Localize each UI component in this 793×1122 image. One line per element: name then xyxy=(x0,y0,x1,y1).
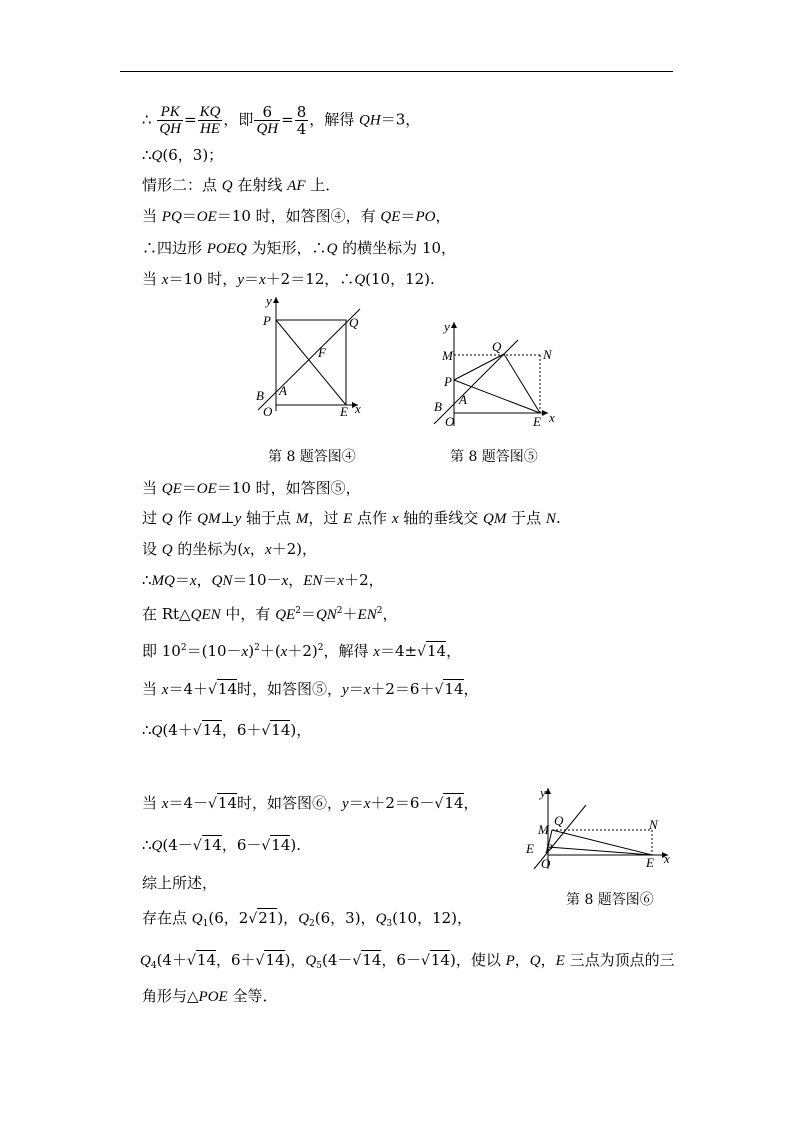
fig4-label-q: Q xyxy=(349,315,359,330)
fig5-label-n: N xyxy=(543,347,552,362)
line-3: 情形二：点 Q 在射线 AF 上． xyxy=(142,176,341,194)
fig4-label-e: E xyxy=(340,404,348,419)
fig5-label-x: x xyxy=(549,410,555,425)
fig4-caption: 第 8 题答图④ xyxy=(268,449,356,465)
fig5-label-m: M xyxy=(442,348,453,363)
fig6-caption: 第 8 题答图⑥ xyxy=(566,892,654,908)
fig5-label-a: A xyxy=(459,392,467,407)
fig5-label-p: P xyxy=(444,374,452,389)
fig5-label-y: y xyxy=(444,319,450,334)
fig6-label-e-left: E xyxy=(526,841,534,856)
fig5-label-e: E xyxy=(533,414,541,429)
line-9: 设 Q 的坐标为(x，x＋2)， xyxy=(142,540,318,558)
figure-6 xyxy=(522,785,677,880)
line-6: 当 x＝10 时，y＝x＋2＝12，∴Q(10，12). xyxy=(142,270,435,288)
fig4-label-b: B xyxy=(256,388,264,403)
fraction-6-qh: $\frac{6}{QH}$ xyxy=(256,103,279,137)
fig6-label-p: P xyxy=(545,841,553,856)
fig6-label-q: Q xyxy=(554,813,564,828)
fraction-8-4: $\frac{8}{4}$ xyxy=(296,103,307,138)
fig4-label-y: y xyxy=(266,293,272,308)
fig5-label-q: Q xyxy=(492,339,502,354)
line-1: ∴ $\frac{PK}{QH}$ = $\frac{KQ}{HE}$ ，即 $\frac{6}{QH}$ = $\frac{8}{4}$ ，解得 QH＝3， xyxy=(142,103,421,138)
line-16: ∴Q(4－√14，6－√14). xyxy=(142,836,301,854)
line-4: 当 PQ＝OE＝10 时，如答图④，有 QE＝PO， xyxy=(142,207,451,225)
header-rule xyxy=(120,71,673,72)
fig4-label-x: x xyxy=(355,401,361,416)
fig6-label-x: x xyxy=(664,851,670,866)
line-19: $Q_4(4+√14$，6＋√14)，$Q_5(4-√14$，6－√14)，使以 P，Q，E 三点为顶点的三 xyxy=(140,951,675,971)
line-11: 在 Rt△QEN 中，有 $QE^2=QN^2+EN^2$， xyxy=(142,605,398,623)
fig6-label-n: N xyxy=(649,817,658,832)
line-12: 即 $10^2=(10-x)^2+(x+2)^2$，解得 x＝4±√14， xyxy=(142,642,462,660)
fig6-label-m: M xyxy=(538,822,549,837)
line-14: ∴Q(4＋√14，6＋√14)， xyxy=(142,721,312,739)
fig4-label-a: A xyxy=(279,383,287,398)
line-17: 综上所述， xyxy=(142,874,218,892)
line-15: 当 x＝4－√14时，如答图⑥，y＝x＋2＝6－√14， xyxy=(142,794,479,812)
fig5-label-b: B xyxy=(434,399,442,414)
line-10: ∴MQ＝x，QN＝10－x，EN＝x＋2， xyxy=(142,571,384,589)
line-20: 角形与△POE 全等． xyxy=(142,987,278,1005)
fig6-label-o: O xyxy=(541,856,551,871)
line-2: ∴Q(6，3)； xyxy=(142,146,224,164)
line-5: ∴四边形 POEQ 为矩形，∴Q 的横坐标为 10， xyxy=(142,239,457,257)
figure-5 xyxy=(428,318,568,433)
figure-4 xyxy=(252,293,372,423)
fig4-label-f: F xyxy=(318,345,326,360)
fig5-label-o: O xyxy=(445,414,455,429)
fraction-pk-qh: $\frac{PK}{QH}$ xyxy=(159,104,181,137)
line-8: 过 Q 作 QM⊥y 轴于点 M，过 E 点作 x 轴的垂线交 QM 于点 N. xyxy=(142,509,561,527)
fig5-caption: 第 8 题答图⑤ xyxy=(450,449,538,465)
fig6-label-y: y xyxy=(540,785,546,800)
fig4-label-o: O xyxy=(263,404,273,419)
line-7: 当 QE＝OE＝10 时，如答图⑤， xyxy=(142,479,361,497)
fig4-label-p: P xyxy=(263,313,271,328)
line-13: 当 x＝4＋√14时，如答图⑤，y＝x＋2＝6＋√14， xyxy=(142,680,479,698)
fraction-kq-he: $\frac{KQ}{HE}$ xyxy=(199,104,221,137)
line-18: 存在点 $Q_1(6$，2√21)，$Q_2(6$，3)，$Q_3(10$，12)， xyxy=(142,909,473,929)
therefore: ∴ xyxy=(142,110,152,129)
fig6-label-e: E xyxy=(646,855,654,870)
